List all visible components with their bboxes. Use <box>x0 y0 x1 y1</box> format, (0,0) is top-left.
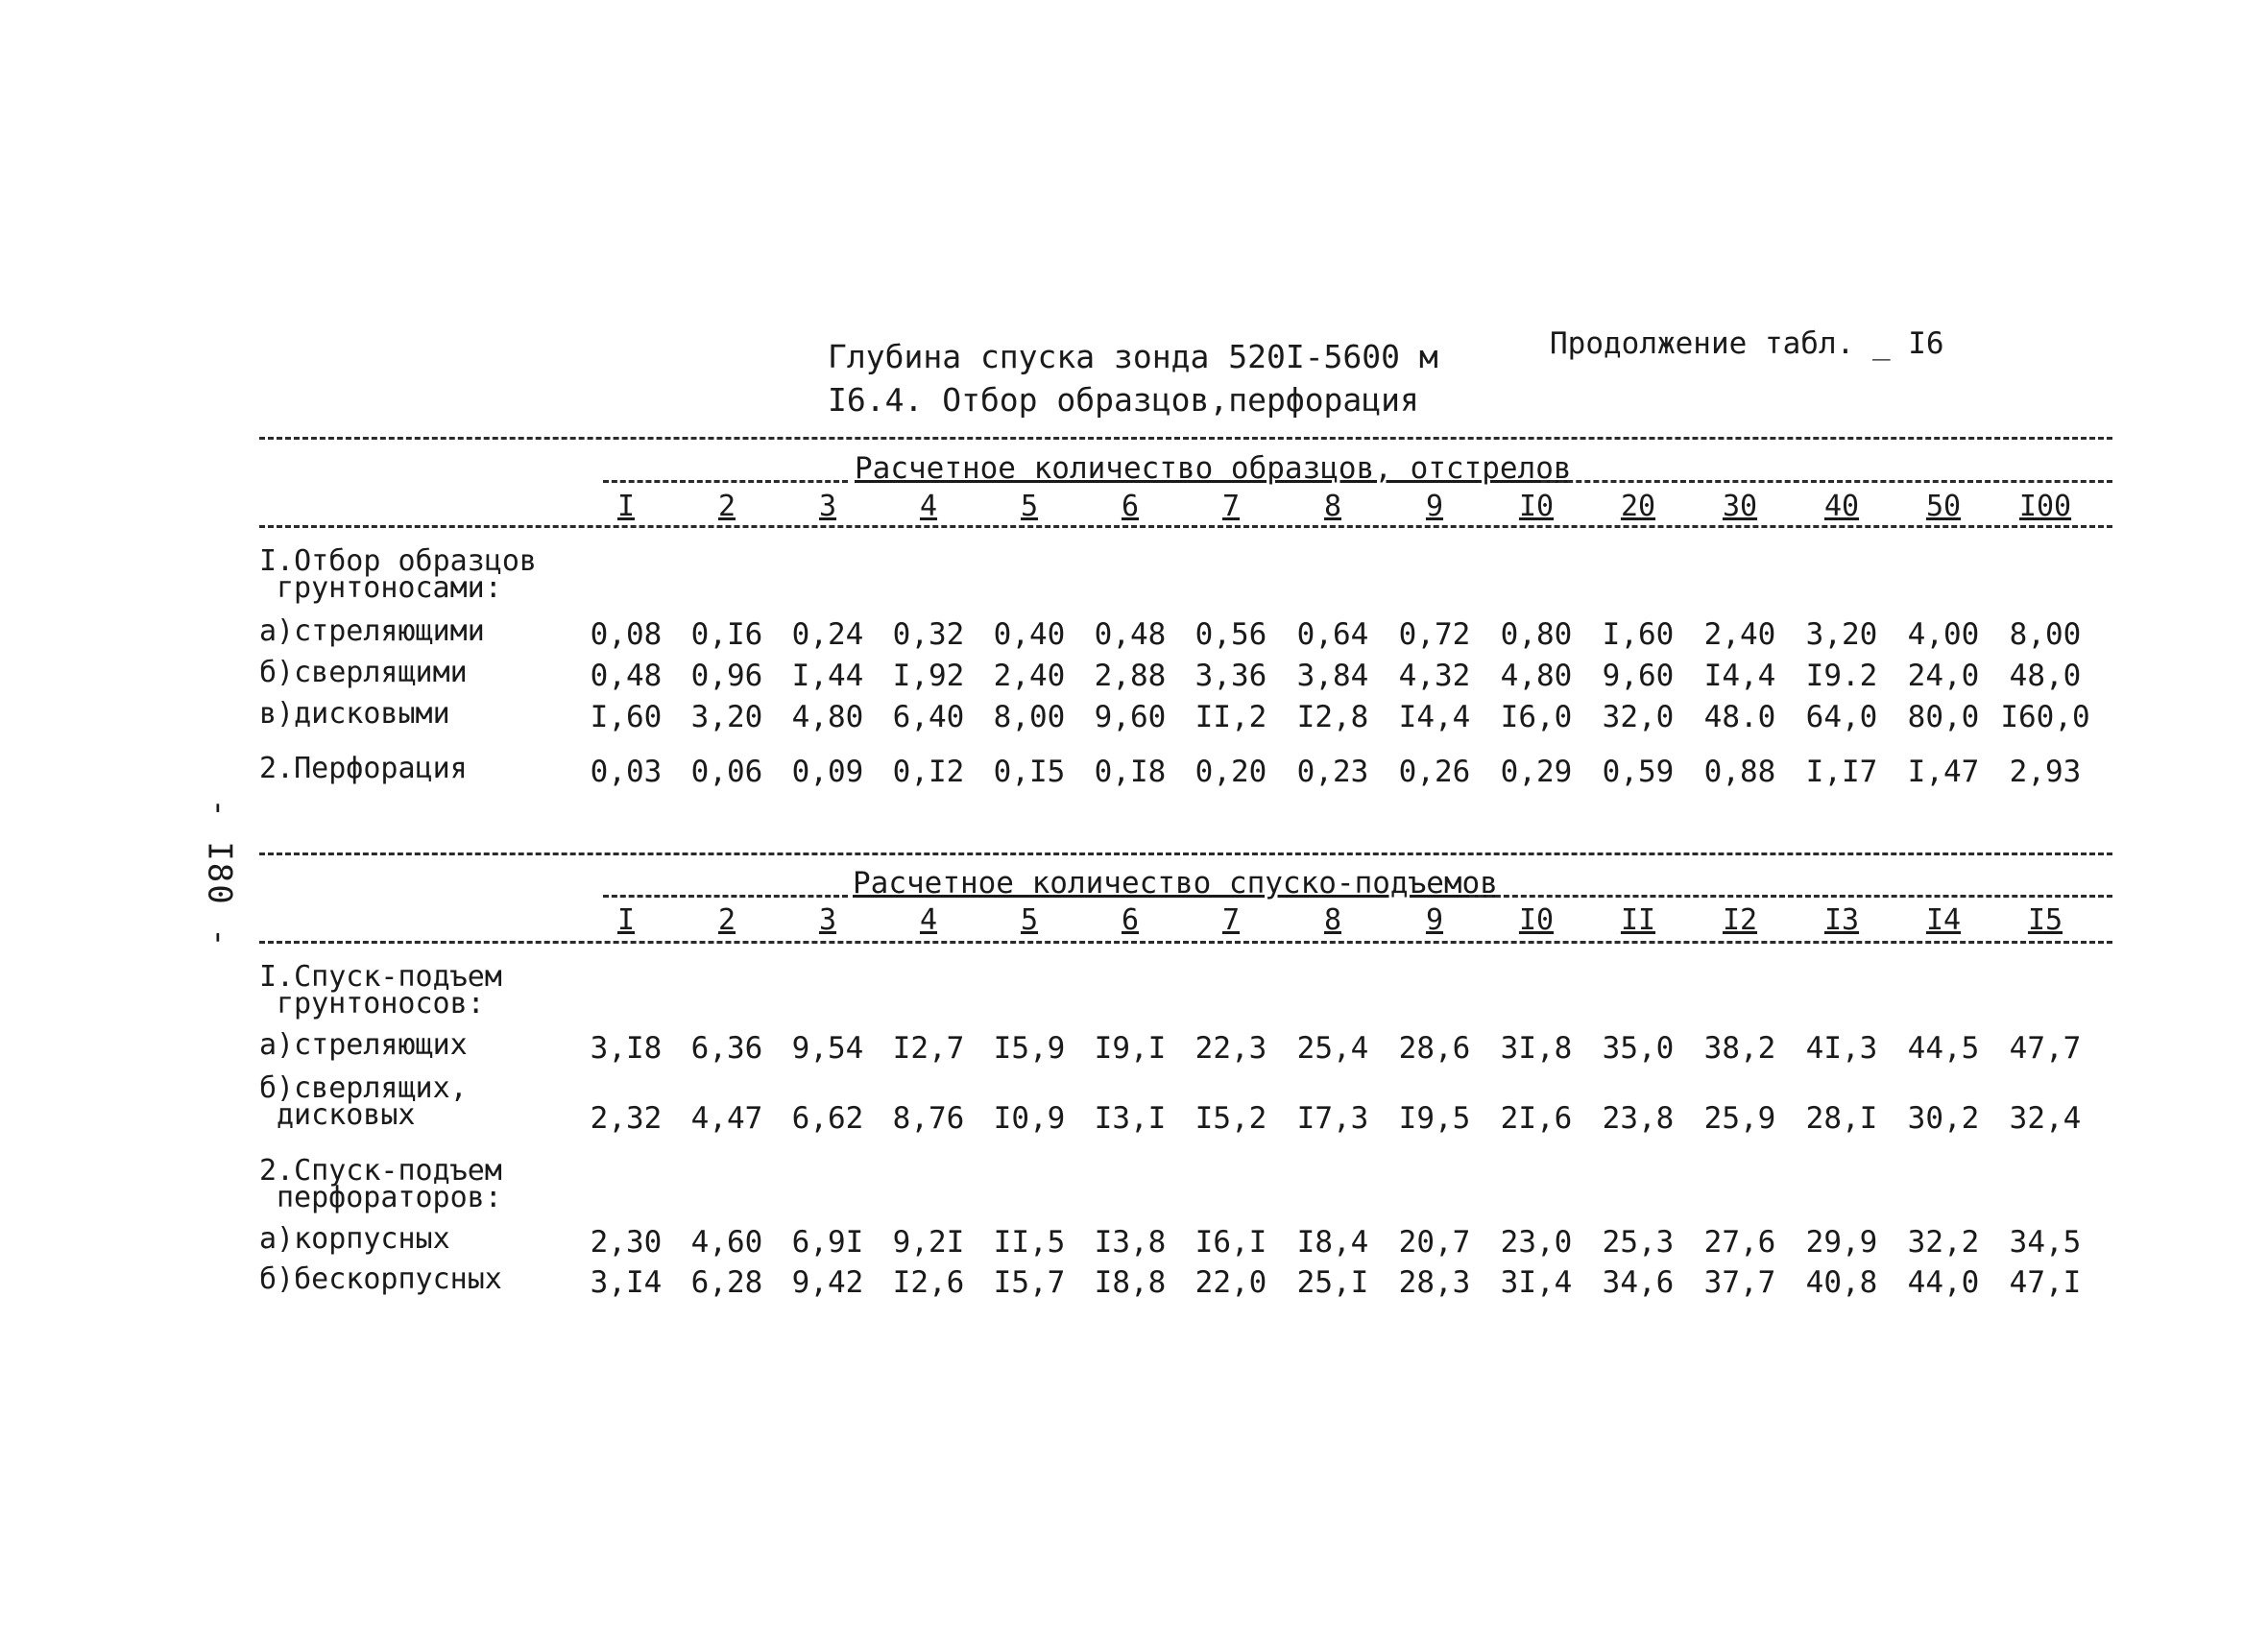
table-cell: 0,03 <box>590 755 663 789</box>
table-cell: 0,64 <box>1296 617 1369 652</box>
table-cell: 0,56 <box>1194 617 1267 652</box>
table-cell: 2,40 <box>993 659 1066 693</box>
row-label: б)бескорпусных <box>259 1262 502 1296</box>
column-header: 4 <box>919 903 938 937</box>
table-cell: 4,60 <box>690 1225 763 1260</box>
column-header: 5 <box>1020 903 1039 937</box>
row-label: 2.Перфорация <box>259 752 468 785</box>
table-cell: 6,62 <box>791 1101 864 1136</box>
table-cell: 8,00 <box>993 700 1066 734</box>
table-cell: I4,4 <box>1398 700 1471 734</box>
table-cell: 2,88 <box>1094 659 1167 693</box>
table-cell: I,I7 <box>1805 755 1878 789</box>
table-cell: 37,7 <box>1703 1265 1776 1300</box>
table-cell: 64,0 <box>1805 700 1878 734</box>
table-cell: 3,36 <box>1194 659 1267 693</box>
table-cell: 0,I5 <box>993 755 1066 789</box>
document-title-line1: Глубина спуска зонда 520I-5600 м <box>828 338 1438 375</box>
table-cell: I6,I <box>1194 1225 1267 1260</box>
table-cell: 25,3 <box>1602 1225 1675 1260</box>
table-cell: I,47 <box>1907 755 1980 789</box>
column-header: 4 <box>919 490 938 523</box>
row-label: перфораторов: <box>277 1181 502 1214</box>
table-cell: I3,I <box>1094 1101 1167 1136</box>
table1-group-rule-left <box>603 480 848 483</box>
table1-header-rule <box>259 525 2112 528</box>
table-cell: 0,40 <box>993 617 1066 652</box>
table-cell: 6,28 <box>690 1265 763 1300</box>
column-header: II <box>1620 903 1656 937</box>
column-header: 50 <box>1925 490 1962 523</box>
table-cell: 47,I <box>2009 1265 2082 1300</box>
table-cell: I9,I <box>1094 1031 1167 1066</box>
table-cell: 4,80 <box>1500 659 1573 693</box>
table-cell: I6,0 <box>1500 700 1573 734</box>
table-cell: 0,24 <box>791 617 864 652</box>
table-cell: I60,0 <box>2000 700 2090 734</box>
table-cell: 2I,6 <box>1500 1101 1573 1136</box>
table-cell: 22,0 <box>1194 1265 1267 1300</box>
table-cell: 3,84 <box>1296 659 1369 693</box>
table-cell: 0,72 <box>1398 617 1471 652</box>
table-cell: 3,20 <box>1805 617 1878 652</box>
column-header: 2 <box>717 490 736 523</box>
table-cell: 0,23 <box>1296 755 1369 789</box>
table-cell: 32,4 <box>2009 1101 2082 1136</box>
column-header: I <box>616 903 636 937</box>
table-cell: 2,32 <box>590 1101 663 1136</box>
table2-top-rule <box>259 853 2112 855</box>
table-cell: 44,5 <box>1907 1031 1980 1066</box>
column-header: 6 <box>1121 903 1140 937</box>
table-cell: I0,9 <box>993 1101 1066 1136</box>
column-header: 8 <box>1323 490 1342 523</box>
table-cell: 0,96 <box>690 659 763 693</box>
column-header: 30 <box>1722 490 1758 523</box>
table-cell: 38,2 <box>1703 1031 1776 1066</box>
table-cell: II,2 <box>1194 700 1267 734</box>
table-cell: 44,0 <box>1907 1265 1980 1300</box>
row-label: 2.Спуск-подъем <box>259 1154 502 1188</box>
table-cell: 80,0 <box>1907 700 1980 734</box>
column-header: I0 <box>1518 490 1555 523</box>
table-cell: 23,8 <box>1602 1101 1675 1136</box>
table-cell: 0,26 <box>1398 755 1471 789</box>
column-header: I3 <box>1823 903 1860 937</box>
table-cell: 0,29 <box>1500 755 1573 789</box>
table2-group-rule-right <box>1469 895 2112 898</box>
document-title-line2: I6.4. Отбор образцов,перфорация <box>828 381 1419 419</box>
table-cell: 2,93 <box>2009 755 2082 789</box>
table-cell: I2,7 <box>892 1031 965 1066</box>
table-cell: 48,0 <box>2009 659 2082 693</box>
table-cell: I4,4 <box>1703 659 1776 693</box>
table-cell: 0,I6 <box>690 617 763 652</box>
row-label: I.Отбор образцов <box>259 544 537 578</box>
column-header: 9 <box>1425 490 1444 523</box>
table-cell: 20,7 <box>1398 1225 1471 1260</box>
table-cell: I5,2 <box>1194 1101 1267 1136</box>
table-cell: 3,20 <box>690 700 763 734</box>
table-cell: 0,20 <box>1194 755 1267 789</box>
table-cell: 0,08 <box>590 617 663 652</box>
row-label: б)сверлящими <box>259 656 468 689</box>
table-cell: 28,3 <box>1398 1265 1471 1300</box>
table-cell: 6,40 <box>892 700 965 734</box>
table-cell: 8,00 <box>2009 617 2082 652</box>
table-cell: I2,6 <box>892 1265 965 1300</box>
table-cell: 48.0 <box>1703 700 1776 734</box>
table-cell: 27,6 <box>1703 1225 1776 1260</box>
table-cell: 29,9 <box>1805 1225 1878 1260</box>
table-cell: 4,80 <box>791 700 864 734</box>
table-cell: 0,09 <box>791 755 864 789</box>
column-header: 7 <box>1221 903 1241 937</box>
table-cell: 30,2 <box>1907 1101 1980 1136</box>
table-cell: I8,8 <box>1094 1265 1167 1300</box>
table-cell: 3I,4 <box>1500 1265 1573 1300</box>
table-cell: 34,5 <box>2009 1225 2082 1260</box>
table1-group-rule-right <box>1541 480 2112 483</box>
table-cell: 4,00 <box>1907 617 1980 652</box>
table-cell: 25,I <box>1296 1265 1369 1300</box>
table-cell: 34,6 <box>1602 1265 1675 1300</box>
row-label: а)стреляющих <box>259 1028 468 1062</box>
table-cell: 0,06 <box>690 755 763 789</box>
table-cell: 47,7 <box>2009 1031 2082 1066</box>
table-cell: 4,47 <box>690 1101 763 1136</box>
table-cell: 0,59 <box>1602 755 1675 789</box>
row-label: грунтоноcами: <box>277 571 502 605</box>
table-cell: 28,I <box>1805 1101 1878 1136</box>
table1-top-rule <box>259 437 2112 440</box>
table-cell: 0,I8 <box>1094 755 1167 789</box>
table2-group-rule-left <box>603 895 848 898</box>
table-cell: 0,48 <box>590 659 663 693</box>
table-cell: 3,I4 <box>590 1265 663 1300</box>
table-cell: 40,8 <box>1805 1265 1878 1300</box>
table-cell: I,60 <box>590 700 663 734</box>
column-header: I5 <box>2027 903 2063 937</box>
column-header: 3 <box>818 490 837 523</box>
table-cell: 6,9I <box>791 1225 864 1260</box>
table-cell: I8,4 <box>1296 1225 1369 1260</box>
table-cell: 28,6 <box>1398 1031 1471 1066</box>
table2-header-rule <box>259 941 2112 944</box>
table-cell: I5,9 <box>993 1031 1066 1066</box>
column-header: 40 <box>1823 490 1860 523</box>
table-cell: I5,7 <box>993 1265 1066 1300</box>
table-cell: 0,80 <box>1500 617 1573 652</box>
table-cell: 9,2I <box>892 1225 965 1260</box>
table-cell: 22,3 <box>1194 1031 1267 1066</box>
table-cell: I,92 <box>892 659 965 693</box>
table-cell: 25,4 <box>1296 1031 1369 1066</box>
table-cell: 25,9 <box>1703 1101 1776 1136</box>
column-header: 2 <box>717 903 736 937</box>
table-cell: 0,48 <box>1094 617 1167 652</box>
row-label: грунтоносов: <box>277 987 485 1021</box>
table2-group-header: Расчетное количество спуско-подъемов <box>853 866 1498 901</box>
table-cell: I3,8 <box>1094 1225 1167 1260</box>
table-cell: 0,32 <box>892 617 965 652</box>
row-label: а)корпусных <box>259 1222 450 1256</box>
column-header: 6 <box>1121 490 1140 523</box>
table-cell: 2,30 <box>590 1225 663 1260</box>
table-cell: 32,2 <box>1907 1225 1980 1260</box>
table-cell: 4,32 <box>1398 659 1471 693</box>
column-header: 20 <box>1620 490 1656 523</box>
column-header: I4 <box>1925 903 1962 937</box>
table-cell: 9,54 <box>791 1031 864 1066</box>
table-cell: 9,60 <box>1602 659 1675 693</box>
table-cell: 23,0 <box>1500 1225 1573 1260</box>
table-cell: 0,I2 <box>892 755 965 789</box>
table-cell: I,60 <box>1602 617 1675 652</box>
table-cell: II,5 <box>993 1225 1066 1260</box>
row-label: I.Спуск-подъем <box>259 960 502 994</box>
table-cell: 35,0 <box>1602 1031 1675 1066</box>
table-cell: 9,42 <box>791 1265 864 1300</box>
column-header: I <box>616 490 636 523</box>
table-cell: 6,36 <box>690 1031 763 1066</box>
row-label: а)стреляющими <box>259 614 485 648</box>
table-cell: I9,5 <box>1398 1101 1471 1136</box>
page-number: - I80 - <box>200 798 239 949</box>
table-cell: 0,88 <box>1703 755 1776 789</box>
column-header: 8 <box>1323 903 1342 937</box>
table-cell: 32,0 <box>1602 700 1675 734</box>
table-cell: 9,60 <box>1094 700 1167 734</box>
table-cell: I7,3 <box>1296 1101 1369 1136</box>
row-label: б)сверлящих, <box>259 1071 468 1105</box>
table-cell: I9.2 <box>1805 659 1878 693</box>
continuation-label: Продолжение табл. _ I6 <box>1550 326 1944 361</box>
table-cell: 2,40 <box>1703 617 1776 652</box>
table-cell: 3I,8 <box>1500 1031 1573 1066</box>
column-header: 5 <box>1020 490 1039 523</box>
table-cell: I,44 <box>791 659 864 693</box>
row-label: дисковых <box>277 1098 416 1132</box>
column-header: I0 <box>1518 903 1555 937</box>
column-header: I2 <box>1722 903 1758 937</box>
table-cell: 3,I8 <box>590 1031 663 1066</box>
table-cell: 24,0 <box>1907 659 1980 693</box>
column-header: 3 <box>818 903 837 937</box>
column-header: I00 <box>2018 490 2072 523</box>
table1-group-header: Расчетное количество образцов, отстрелов <box>855 451 1572 486</box>
table-cell: 4I,3 <box>1805 1031 1878 1066</box>
table-cell: 8,76 <box>892 1101 965 1136</box>
row-label: в)дисковыми <box>259 697 450 731</box>
column-header: 7 <box>1221 490 1241 523</box>
table-cell: I2,8 <box>1296 700 1369 734</box>
column-header: 9 <box>1425 903 1444 937</box>
